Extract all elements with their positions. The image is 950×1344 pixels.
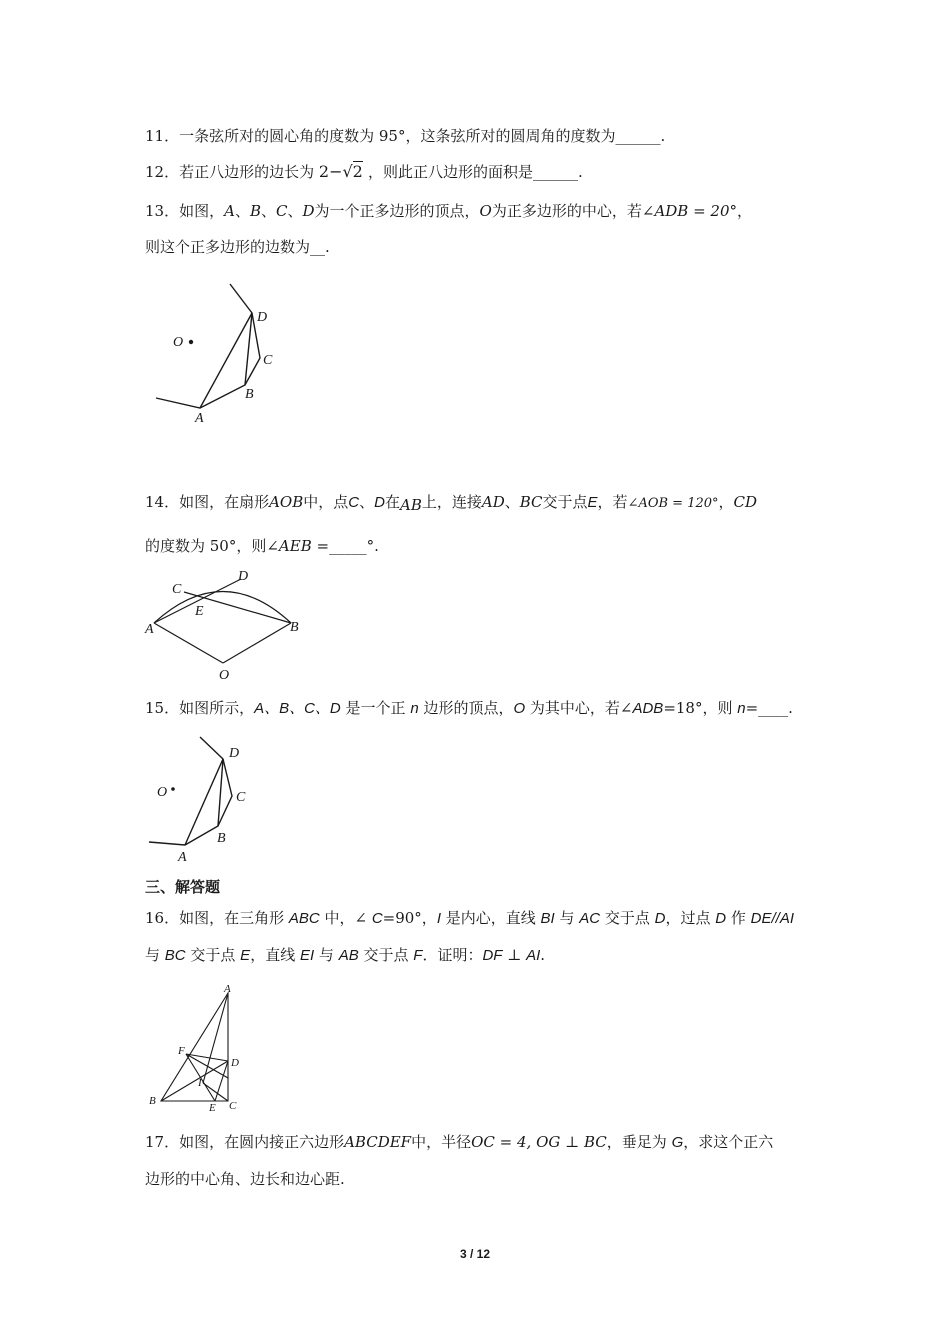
q12-post: ，则此正八边形的面积是______. xyxy=(367,163,583,181)
figure-13 xyxy=(150,280,290,430)
q17-condition: OC = 4, OG ⊥ BC xyxy=(471,1133,607,1151)
question-11 xyxy=(145,125,665,147)
figure-14 xyxy=(140,565,315,685)
question-15: 15．如图所示，A、B、C、D 是一个正 n 边形的顶点，O 为其中心，若∠ADB=18°，则 n=____. xyxy=(145,699,793,717)
fig13-label-c: C xyxy=(263,353,273,368)
fig16-label-a: A xyxy=(224,983,231,995)
question-12 xyxy=(145,161,583,183)
q14-angle: ∠AOB = 120° xyxy=(627,496,719,511)
figure-15 xyxy=(145,733,260,868)
fig13-center-dot xyxy=(189,340,193,344)
fig13-label-o: O xyxy=(173,335,184,350)
arc-ab: AB xyxy=(399,496,422,514)
fig14-label-o: O xyxy=(219,668,230,683)
question-14-line1: 14．如图，在扇形AOB中，点C、D在AB上，连接AD、BC交于点E，若∠AOB = 120°，CD xyxy=(145,493,758,514)
fig13-label-a: A xyxy=(195,411,204,426)
fig14-label-a: A xyxy=(145,622,154,637)
fig13-label-b: B xyxy=(245,387,254,402)
fig16-label-f: F xyxy=(178,1045,185,1057)
fig16-triangle xyxy=(161,993,228,1101)
fig16-label-d: D xyxy=(231,1057,239,1069)
question-13-line1: 13．如图，A、B、C、D为一个正多边形的顶点，O为正多边形的中心，若∠ADB = 20°， xyxy=(145,202,753,220)
question-17-line2: 边形的中心角、边长和边心距. xyxy=(145,1170,345,1188)
fig15-label-a: A xyxy=(178,850,187,865)
q11-text: 11．一条弦所对的圆心角的度数为 95°，这条弦所对的圆周角的度数为______. xyxy=(145,127,666,145)
q13-angle: ∠ADB = 20° xyxy=(641,202,738,220)
fig13-label-d: D xyxy=(257,310,268,325)
fig15-label-c: C xyxy=(236,790,246,805)
fig14-ao xyxy=(154,623,223,663)
section-heading: 三、解答题 xyxy=(145,878,221,896)
question-17-line1: 17．如图，在圆内接正六边形ABCDEF中，半径OC = 4, OG ⊥ BC，垂足为 G，求这个正六 xyxy=(145,1133,774,1151)
fig16-label-e: E xyxy=(209,1102,216,1114)
fig15-center-dot xyxy=(171,787,175,791)
fig14-label-e: E xyxy=(195,604,204,619)
q12-pre: 12．若正八边形的边长为 xyxy=(145,163,315,181)
sqrt-sign: √ xyxy=(342,162,353,181)
page-number: 3 / 12 xyxy=(459,1247,491,1261)
question-13-line2: 则这个正多边形的边数为__. xyxy=(145,238,330,256)
fig16-label-b: B xyxy=(149,1095,156,1107)
fig15-label-b: B xyxy=(217,831,226,846)
fig14-bo xyxy=(223,623,291,663)
fig15-label-d: D xyxy=(229,746,240,761)
fig16-label-c: C xyxy=(229,1100,237,1112)
question-14-line2: 的度数为 50°，则∠AEB =_____°. xyxy=(145,537,379,555)
question-16-line1: 16．如图，在三角形 ABC 中，∠ C=90°，I 是内心，直线 BI 与 AC 交于点 D，过点 D 作 DE//AI xyxy=(145,909,795,927)
fig14-label-b: B xyxy=(290,620,299,635)
figure-16 xyxy=(145,983,245,1113)
fig16-ai xyxy=(203,993,228,1083)
question-16-line2: 与 BC 交于点 E，直线 EI 与 AB 交于点 F．证明：DF ⊥ AI. xyxy=(145,946,546,964)
fig14-label-c: C xyxy=(172,582,182,597)
fig15-label-o: O xyxy=(157,785,168,800)
fig14-label-d: D xyxy=(238,569,249,584)
q12-math: 2−√2 xyxy=(318,162,363,181)
fig16-label-i: I xyxy=(198,1077,202,1089)
